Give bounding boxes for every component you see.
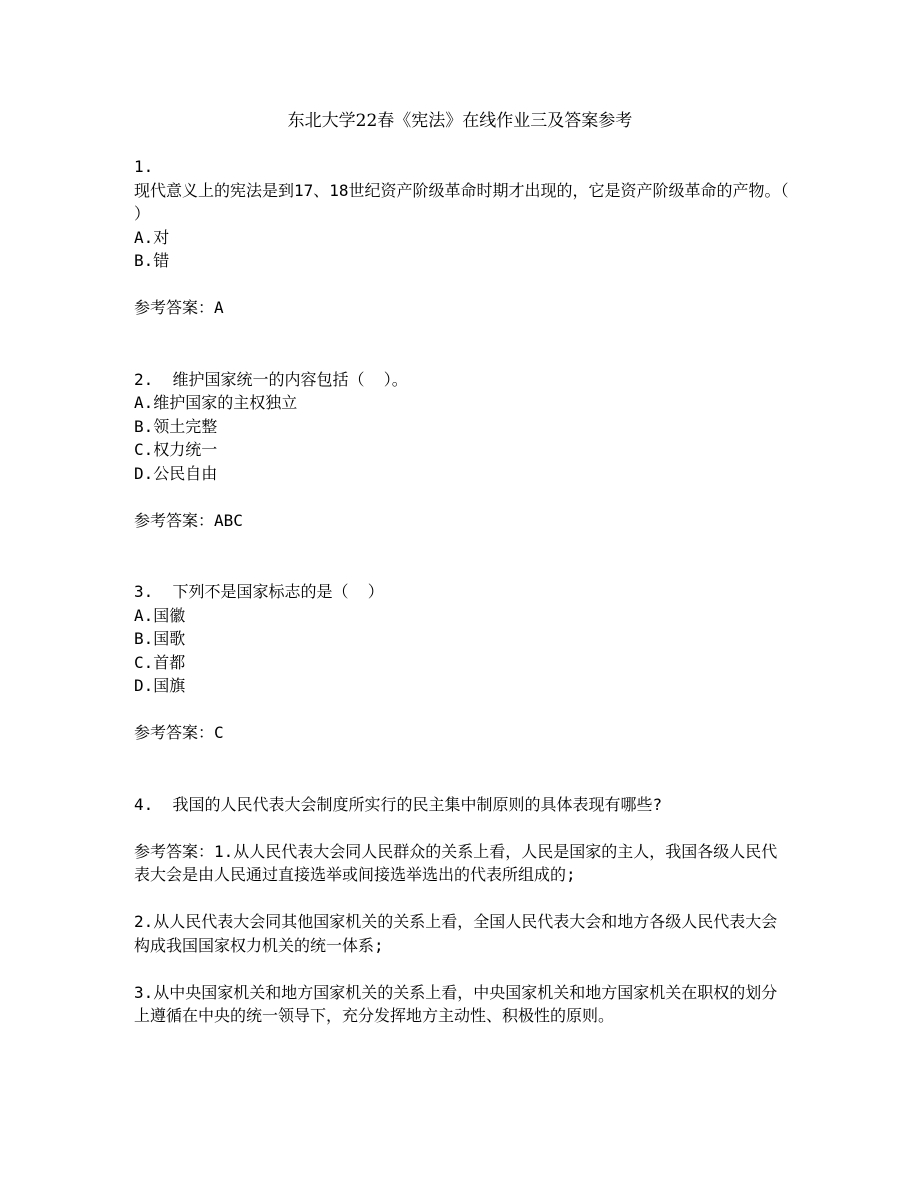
question-stem: 现代意义上的宪法是到17、18世纪资产阶级革命时期才出现的，它是资产阶级革命的产物。（ ） — [134, 180, 808, 223]
option-b: B.错 — [134, 251, 170, 270]
answer-paragraph-1: 参考答案：1.从人民代表大会同人民群众的关系上看，人民是国家的主人，我国各级人民代表大会是由人民通过直接选举或间接选举选出的代表所组成的; — [134, 841, 778, 884]
question-number: 3. — [134, 582, 154, 601]
option-b: B.国歌 — [134, 629, 186, 648]
answer-paragraph-3: 3.从中央国家机关和地方国家机关的关系上看，中央国家机关和地方国家机关在职权的划分上遵循在中央的统一领导下，充分发挥地方主动性、积极性的原则。 — [134, 982, 778, 1025]
question-stem: 4. 我国的人民代表大会制度所实行的民主集中制原则的具体表现有哪些? — [134, 794, 663, 814]
answer-label: 参考答案： — [134, 723, 215, 742]
answer-label: 参考答案： — [134, 841, 215, 861]
question-2 — [134, 368, 790, 533]
document-title: 东北大学22春《宪法》在线作业三及答案参考 — [287, 111, 633, 131]
option-c: C.权力统一 — [134, 440, 218, 459]
question-4 — [134, 793, 790, 1028]
option-b: B.领土完整 — [134, 416, 218, 436]
answer-value: ABC — [214, 510, 243, 530]
question-stem: 3. 下列不是国家标志的是（ ） — [134, 582, 384, 601]
answer-line — [134, 721, 790, 745]
question-number: 4. — [134, 794, 154, 814]
document-body — [134, 155, 808, 1028]
option-a: A.国徽 — [134, 605, 186, 625]
option-c: C.首都 — [134, 652, 186, 672]
answer-paragraph-2: 2.从人民代表大会同其他国家机关的关系上看，全国人民代表大会和地方各级人民代表大会构成我国国家权力机关的统一体系; — [134, 912, 778, 955]
answer-value: C — [214, 723, 224, 742]
answer-label: 参考答案： — [134, 298, 215, 317]
answer-value: A — [214, 298, 224, 317]
answer-line — [134, 296, 790, 320]
option-a: A.维护国家的主权独立 — [134, 393, 298, 412]
question-number: 2. — [134, 369, 154, 389]
option-d: D.国旗 — [134, 676, 186, 695]
question-3 — [134, 580, 790, 745]
question-1 — [134, 155, 808, 320]
option-a: A.对 — [134, 227, 170, 247]
question-stem: 2. 维护国家统一的内容包括（ ）。 — [134, 369, 408, 389]
option-d: D.公民自由 — [134, 463, 218, 483]
answer-label: 参考答案： — [134, 510, 215, 530]
question-number: 1. — [134, 157, 154, 176]
answer-line — [134, 509, 790, 533]
